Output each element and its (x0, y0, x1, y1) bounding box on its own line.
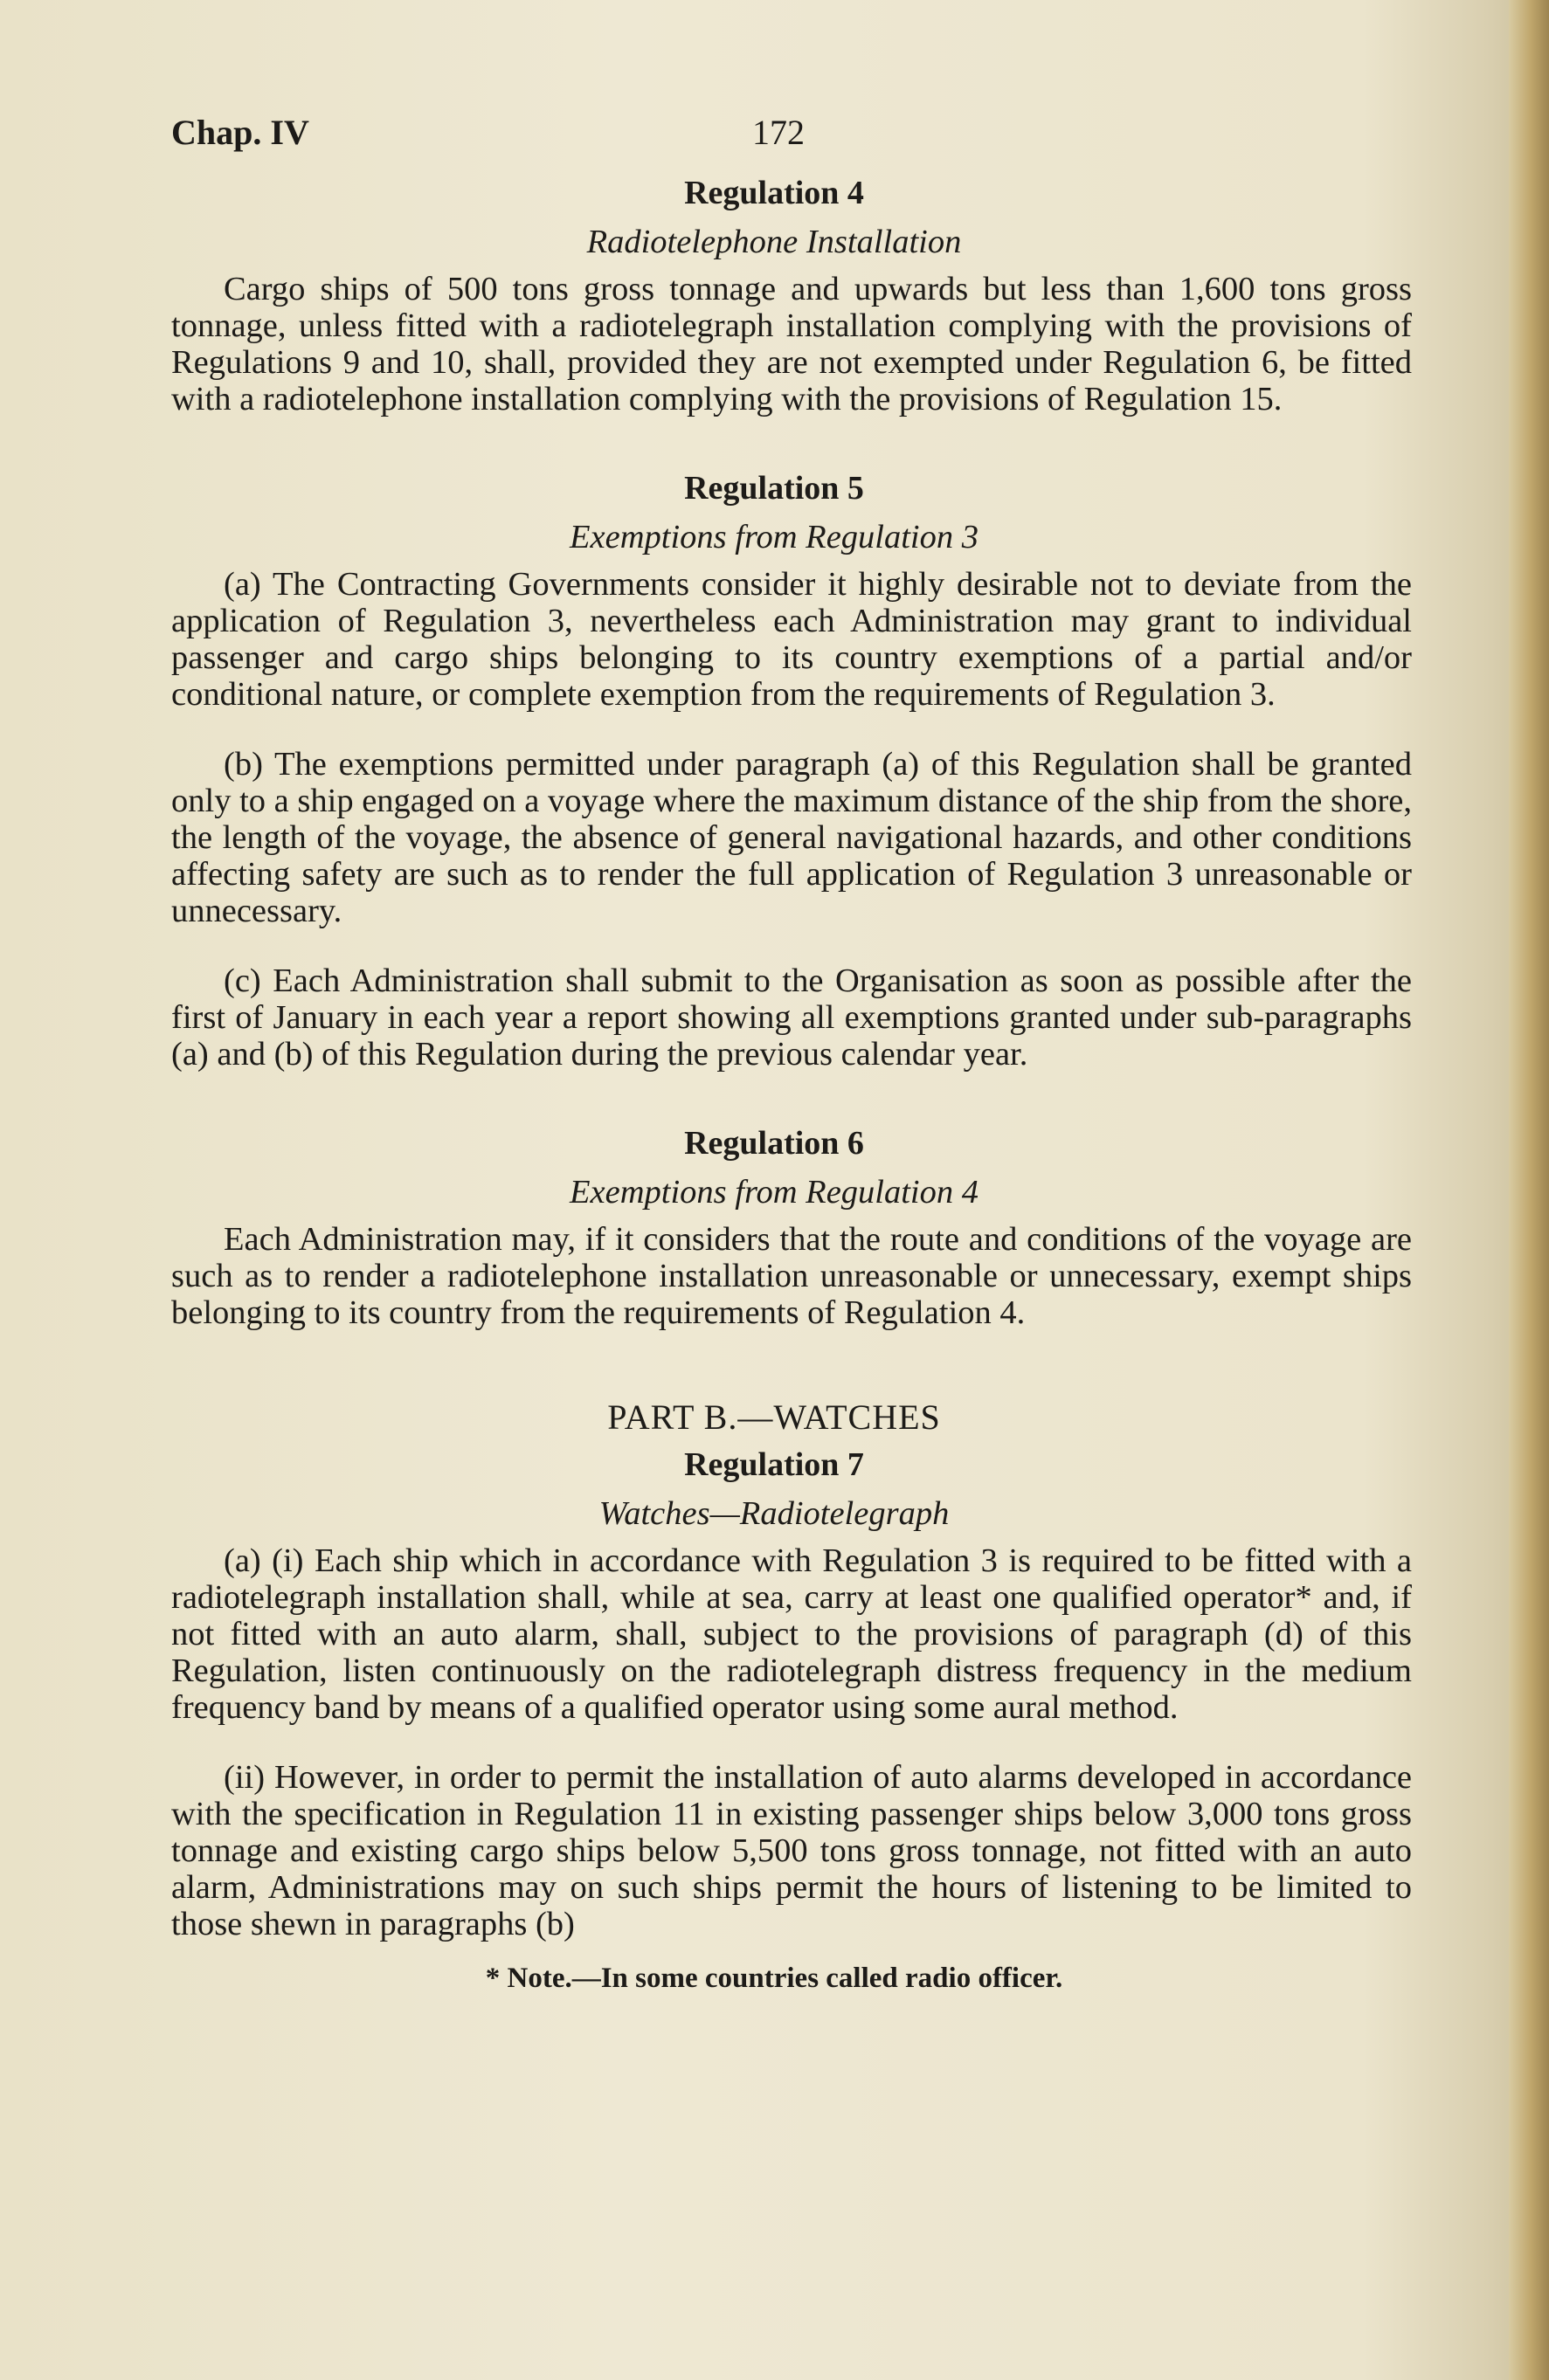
regulation-7-para-a-i: (a) (i) Each ship which in accordance with Regulation 3 is required to be fitted with a radiotelegraph installation shall, while at sea, carry at least one qualified operator* and, if not fitted with an auto alarm, shall, subject to the provisions of paragraph (d) of this Regulation, listen continuously on the radiotelegraph distress frequency in the medium frequency band by means of a qualified operator using some aural method. (171, 1542, 1412, 1726)
footnote: * Note.—In some countries called radio officer. (485, 1963, 1063, 1994)
regulation-5-para-a: (a) The Contracting Governments consider it highly desirable not to deviate from the application of Regulation 3, nevertheless each Administration may grant to individual passenger and cargo ships belonging to its country exemptions of a partial and/or conditional nature, or complete exemption from the requirements of Regulation 3. (171, 566, 1412, 713)
book-page-edge (1509, 0, 1549, 2380)
regulation-7-subtitle: Watches—Radiotelegraph (598, 1495, 950, 1532)
regulation-5-subtitle: Exemptions from Regulation 3 (570, 519, 978, 555)
regulation-6-title: Regulation 6 (684, 1125, 864, 1162)
regulation-7-title: Regulation 7 (684, 1446, 864, 1483)
chapter-label: Chap. IV (171, 113, 309, 152)
regulation-7-para-a-ii: (ii) However, in order to permit the installation of auto alarms developed in accordance with the specification in Regulation 11 in existing passenger ships below 3,000 tons gross tonnage and existing cargo ships below 5,500 tons gross tonnage, not fitted with an auto alarm, Administrations may on such ships permit the hours of listening to be limited to those shewn in paragraphs (b) (171, 1759, 1412, 1942)
regulation-4-text: Cargo ships of 500 tons gross tonnage and upwards but less than 1,600 tons gross tonnage, unless fitted with a radiotelegraph installation complying with the provisions of Regulations 9 and 10, shall, provided they are not exempted under Regulation 6, be fitted with a radiotelephone installation complying with the provisions of Regulation 15. (171, 271, 1412, 417)
regulation-5-para-b: (b) The exemptions permitted under paragraph (a) of this Regulation shall be granted only to a ship engaged on a voyage where the maximum distance of the ship from the shore, the length of the voyage, the absence of general navigational hazards, and other conditions affecting safety are such as to render the full application of Regulation 3 unreasonable or unnecessary. (171, 746, 1412, 929)
page-body (171, 175, 1412, 1997)
regulation-4-title: Regulation 4 (684, 175, 864, 211)
part-b-heading: PART B.—WATCHES (607, 1397, 941, 1437)
regulation-5-para-c: (c) Each Administration shall submit to the Organisation as soon as possible after the first of January in each year a report showing all exemptions granted under sub-paragraphs (a) and (b) of this Regulation during the previous calendar year. (171, 962, 1412, 1073)
regulation-6-text: Each Administration may, if it considers that the route and conditions of the voyage are such as to render a radiotelephone installation unreasonable or unnecessary, exempt ships belonging to its country from the requirements of Regulation 4. (171, 1221, 1412, 1331)
page-header (171, 112, 1377, 164)
regulation-6-subtitle: Exemptions from Regulation 4 (570, 1174, 978, 1211)
page-number: 172 (752, 113, 805, 152)
regulation-4-subtitle: Radiotelephone Installation (586, 224, 962, 260)
regulation-5-title: Regulation 5 (684, 470, 864, 507)
